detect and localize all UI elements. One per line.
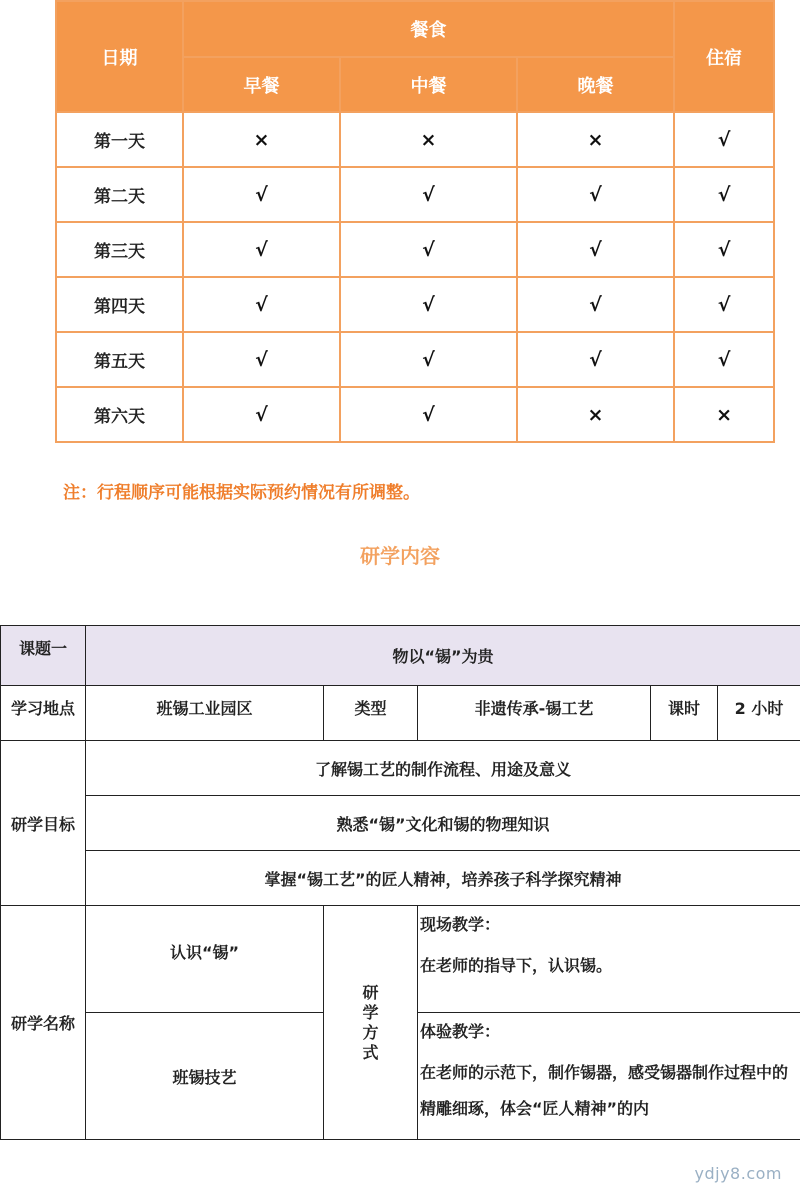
location-label: 学习地点 (1, 686, 86, 741)
topic-label: 课题一 (1, 626, 86, 686)
table-row (56, 332, 774, 387)
table-row (56, 277, 774, 332)
lunch-mark: √ (340, 387, 517, 442)
day-cell: 第二天 (56, 167, 183, 222)
lodging-mark: √ (674, 167, 774, 222)
table-row (56, 112, 774, 167)
type-value: 非遗传承-锡工艺 (418, 686, 651, 741)
type-label: 类型 (324, 686, 418, 741)
day-cell: 第五天 (56, 332, 183, 387)
lodging-mark: × (674, 387, 774, 442)
method-1-title: 现场教学： (420, 915, 501, 934)
lodging-mark: √ (674, 222, 774, 277)
lunch-mark: √ (340, 222, 517, 277)
lodging-mark: √ (674, 277, 774, 332)
header-lodging: 住宿 (674, 1, 774, 112)
method-1-cell (418, 906, 800, 1013)
method-char: 式 (362, 1042, 379, 1062)
meal-schedule-table (55, 0, 775, 443)
breakfast-mark: × (183, 112, 340, 167)
dinner-mark: √ (517, 332, 674, 387)
table-row (56, 167, 774, 222)
hours-label: 课时 (651, 686, 718, 741)
lunch-mark: √ (340, 277, 517, 332)
breakfast-mark: √ (183, 277, 340, 332)
goal-item: 了解锡工艺的制作流程、用途及意义 (86, 741, 800, 796)
section-title: 研学内容 (360, 544, 440, 568)
table-row (56, 387, 774, 442)
research-content-table (0, 625, 800, 1140)
lunch-mark: × (340, 112, 517, 167)
header-lunch: 中餐 (340, 57, 517, 112)
header-meals: 餐食 (183, 1, 674, 57)
goal-item: 熟悉“锡”文化和锡的物理知识 (86, 796, 800, 851)
dinner-mark: √ (517, 277, 674, 332)
method-char: 方 (362, 1022, 379, 1042)
topic-title: 物以“锡”为贵 (86, 626, 800, 686)
breakfast-mark: √ (183, 167, 340, 222)
goals-label: 研学目标 (1, 741, 86, 906)
breakfast-mark: √ (183, 222, 340, 277)
schedule-note: 注：行程顺序可能根据实际预约情况有所调整。 (63, 483, 420, 503)
method-2-title: 体验教学： (420, 1022, 501, 1041)
lunch-mark: √ (340, 332, 517, 387)
method-char: 研 (362, 982, 379, 1002)
lodging-mark: √ (674, 112, 774, 167)
day-cell: 第一天 (56, 112, 183, 167)
header-breakfast: 早餐 (183, 57, 340, 112)
dinner-mark: × (517, 387, 674, 442)
dinner-mark: √ (517, 222, 674, 277)
dinner-mark: √ (517, 167, 674, 222)
breakfast-mark: √ (183, 387, 340, 442)
goal-item: 掌握“锡工艺”的匠人精神，培养孩子科学探究精神 (86, 851, 800, 906)
lunch-mark: √ (340, 167, 517, 222)
day-cell: 第四天 (56, 277, 183, 332)
watermark-text: ydjy8.com (694, 1164, 782, 1183)
research-name-1: 认识“锡” (86, 906, 324, 1013)
hours-value: 2 小时 (718, 686, 800, 741)
lodging-mark: √ (674, 332, 774, 387)
method-2-cell (418, 1013, 800, 1140)
names-label: 研学名称 (1, 906, 86, 1140)
location-value: 班锡工业园区 (86, 686, 324, 741)
header-dinner: 晚餐 (517, 57, 674, 112)
method-2-body: 在老师的示范下，制作锡器，感受锡器制作过程中的精雕细琢，体会“匠人精神”的内 (420, 1063, 789, 1118)
method-1-body: 在老师的指导下，认识锡。 (420, 956, 613, 975)
day-cell: 第六天 (56, 387, 183, 442)
dinner-mark: × (517, 112, 674, 167)
method-char: 学 (362, 1002, 379, 1022)
table-row (56, 222, 774, 277)
breakfast-mark: √ (183, 332, 340, 387)
method-label (324, 906, 418, 1140)
day-cell: 第三天 (56, 222, 183, 277)
header-date: 日期 (56, 1, 183, 112)
research-name-2: 班锡技艺 (86, 1013, 324, 1140)
